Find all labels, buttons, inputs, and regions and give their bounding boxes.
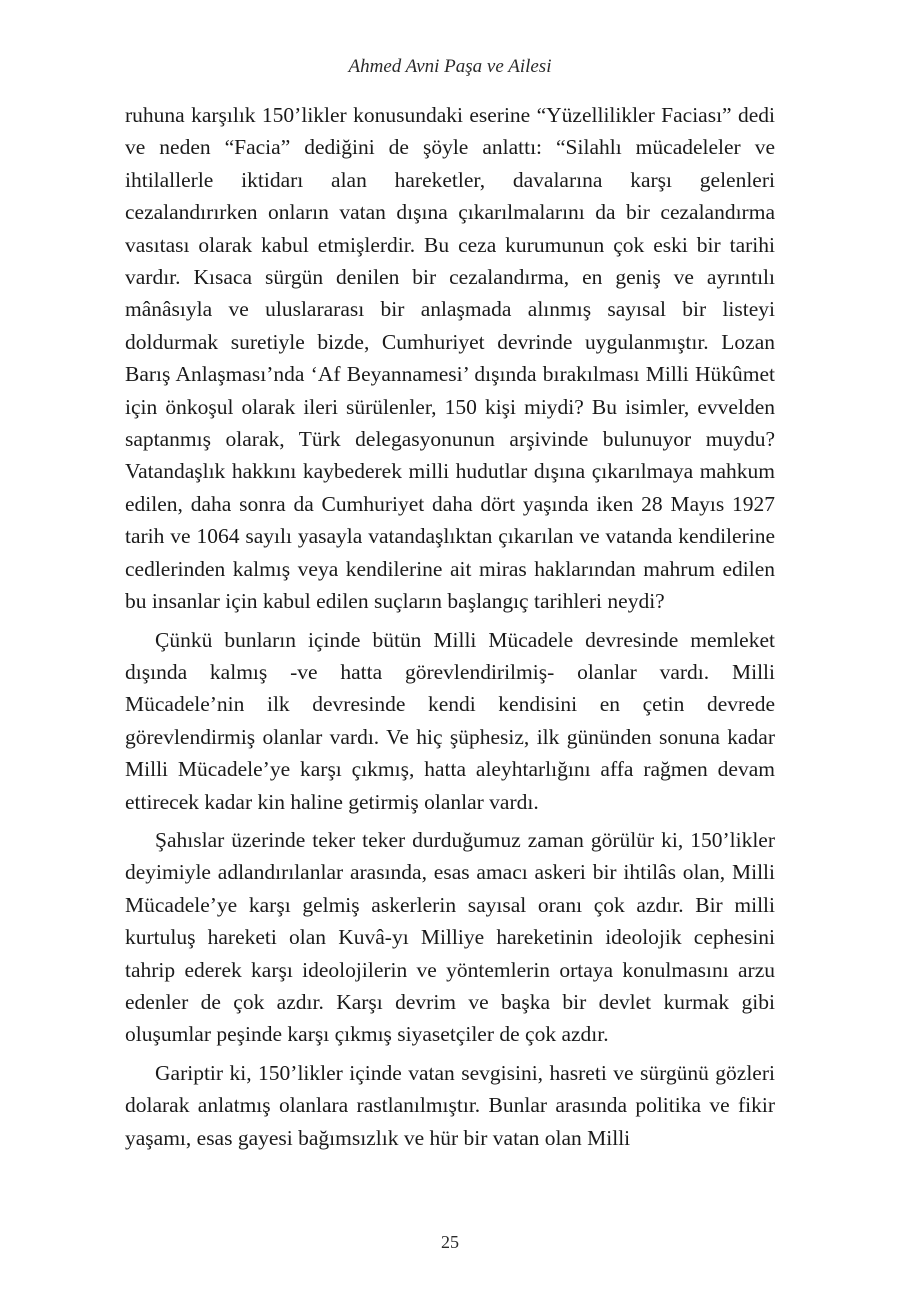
page-number: 25: [441, 1232, 459, 1252]
body-text: [125, 99, 775, 1160]
paragraph: Şahıslar üzerinde teker teker durduğumuz zaman görülür ki, 150’likler deyimiyle adlandırılanlar arasında, esas amacı askeri bir ihtilâs olan, Milli Mücadele’ye karşı gelmiş askerlerin sayısal oranı çok azdır. Bir milli kurtuluş hareketi olan Kuvâ-yı Milliye hareketinin ideolojik cephesini tahrip ederek karşı ideolojilerin ve yöntemlerin ortaya konulmasını arzu edenler de çok azdır. Karşı devrim ve başka bir devlet kurmak gibi oluşumlar peşinde karşı çıkmış siyasetçiler de çok azdır.: [125, 827, 775, 1047]
paragraph: Çünkü bunların içinde bütün Milli Mücadele devresinde memleket dışında kalmış -ve hatta görevlendirilmiş- olanlar vardı. Milli Mücadele’nin ilk devresinde kendi kendisini en çetin devrede görevlendirmiş olanlar vardı. Ve hiç şüphesiz, ilk gününden sonuna kadar Milli Mücadele’ye karşı çıkmış, hatta aleyhtarlığını affa rağmen devam ettirecek kadar kin haline getirmiş olanlar vardı.: [125, 627, 775, 814]
running-header: Ahmed Avni Paşa ve Ailesi: [348, 56, 552, 77]
paragraph: Gariptir ki, 150’likler içinde vatan sevgisini, hasreti ve sürgünü gözleri dolarak anlatmış olanlara rastlanılmıştır. Bunlar arasında politika ve fikir yaşamı, esas gayesi bağımsızlık ve hür bir vatan olan Milli: [125, 1060, 775, 1150]
book-page: [125, 0, 775, 1300]
paragraph: ruhuna karşılık 150’likler konusundaki eserine “Yüzellilikler Faciası” dedi ve neden “Facia” dediğini de şöyle anlattı: “Silahlı mücadeleler ve ihtilallerle iktidarı alan hareketler, davalarına karşı gelenleri cezalandırırken onların vatan dışına çıkarılmalarını da bir cezalandırma vasıtası olarak kabul etmişlerdir. Bu ceza kurumunun çok eski bir tarihi vardır. Kısaca sürgün denilen bir cezalandırma, en geniş ve ayrıntılı mânâsıyla ve uluslararası bir anlaşmada alınmış sayısal bir listeyi doldurmak suretiyle bizde, Cumhuriyet devrinde uygulanmıştır. Lozan Barış Anlaşması’nda ‘Af Beyannamesi’ dışında bırakılması Milli Hükûmet için önkoşul olarak ileri sürülenler, 150 kişi miydi? Bu isimler, evvelden saptanmış olarak, Türk delegasyonunun arşivinde bulunuyor muydu? Vatandaşlık hakkını kaybederek milli hudutlar dışına çıkarılmaya mahkum edilen, daha sonra da Cumhuriyet daha dört yaşında iken 28 Mayıs 1927 tarih ve 1064 sayılı yasayla vatandaşlıktan çıkarılan ve vatanda kendilerine cedlerinden kalmış veya kendilerine ait miras haklarından mahrum edilen bu insanlar için kabul edilen suçların başlangıç tarihleri neydi?: [125, 103, 775, 614]
